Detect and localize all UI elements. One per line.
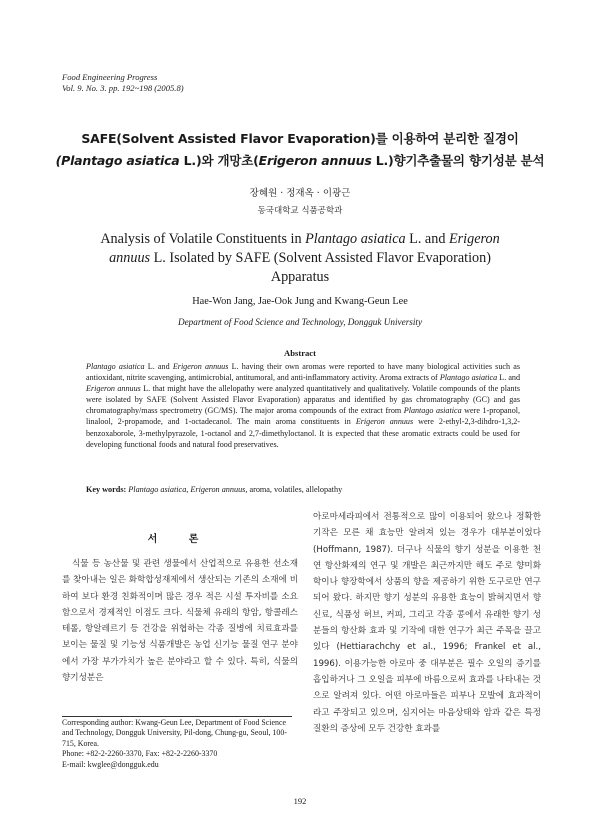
abstract-text: L. and xyxy=(497,373,521,383)
correspondence-email: E-mail: kwglee@dongguk.edu xyxy=(62,759,159,769)
keywords xyxy=(86,485,520,494)
section-heading-introduction: 서 론 xyxy=(147,534,213,545)
keywords-species: Plantago asiatica, Erigeron annuus, xyxy=(128,485,248,494)
title-species-1: (Plantago asiatica xyxy=(55,153,180,168)
en-title-species-2: Erigeron annuus xyxy=(109,231,500,266)
keywords-label: Key words: xyxy=(86,485,127,494)
en-title-species-1: Plantago asiatica xyxy=(305,231,406,247)
abstract-species: Plantago asiatica xyxy=(439,373,498,383)
title-text-2: L.)향기추출물의 향기성분 분석 xyxy=(371,153,545,168)
body-text-right-column: 아로마세라피에서 전통적으로 많이 이용되어 왔으나 정확한 기작은 모른 채 효능만 알려져 있는 경우가 대부분이었다(Hoffmann, 1987). 더구나 식물의 향기 성분을 이용한 천연 항산화제의 연구 및 개발은 최근까지만 해도 주로 향미화학이나 향장학에서 상품의 향을 제공하기 위한 도구로만 연구되어 왔다. 하지만 향기 성분의 유용한 효능이 밝혀지면서 향신료, 식품성 허브, 커피, 그리고 각종 콩에서 유래한 향기 성분들의 항산화 효과 및 기작에 대한 연구가 최근 주목을 끌고 있다 (Hettiarachchy et al., 1996; Frankel et al., 1996). 이용가능한 아로마 중 대부분은 필수 오일의 증기를 흡입하거나 그 오일을 피부에 바름으로써 효과를 나타내는 것으로 알려져 있다. 어떤 아로마들은 피부나 모발에 효과적이라고 주장되고 있으며, 심지어는 마음상태와 암과 같은 특정 질환의 증상에 모두 건강한 효과를 xyxy=(313,512,541,734)
body-text-left-column: 식물 등 농산물 및 관련 생물에서 산업적으로 유용한 선소재를 찾아내는 일은 화학합성재제에서 생산되는 기존의 소재에 비하여 보다 환경 친화적이며 많은 경우 적은 시설 투자비를 소요함으로서 경제적인 이점도 크다. 식물체 유래의 항암, 항콜레스테롤, 항알레르기 등 건강을 위협하는 각종 질병에 치료효과를 보이는 물질 및 기능성 식품개발은 농업 신기능 물질 연구 분야에서 가장 부가가치가 높은 분야라고 할 수 있다. 특히, 식물의 향기성분은 xyxy=(62,559,298,684)
korean-affiliation: 동국대학교 식품공학과 xyxy=(257,206,343,216)
page-number: 192 xyxy=(293,796,307,806)
abstract-species: Plantago asiatica xyxy=(403,406,462,416)
english-title xyxy=(90,230,510,287)
correspondence-footnote xyxy=(62,718,298,770)
english-affiliation: Department of Food Science and Technology, Dongguk University xyxy=(177,317,423,327)
korean-title-line2 xyxy=(40,150,560,172)
abstract-species: Erigeron annuus xyxy=(86,384,141,394)
correspondence-author: Corresponding author: Kwang-Geun Lee, Department of Food Science and Technology, Dongguk University, Pil-dong, Chung-gu, Seoul, 100-715, Korea. xyxy=(62,718,287,748)
english-authors: Hae-Won Jang, Jae-Ook Jung and Kwang-Geun Lee xyxy=(192,296,408,307)
keywords-terms: aroma, volatiles, allelopathy xyxy=(247,485,343,494)
abstract-text: L. having their own aromas were reported to have many biological activities such as antioxidant, nitrite scavenging, antimicrobial, antitumoral, and anti-inflammatory activity. Aroma extracts of xyxy=(86,362,520,383)
korean-authors: 장혜원 · 정재옥 · 이광근 xyxy=(249,188,351,199)
abstract-species: Erigeron annuus xyxy=(172,362,229,371)
title-species-2: Erigeron annuus xyxy=(258,153,372,168)
en-title-text-2: L. and xyxy=(405,231,449,247)
journal-citation xyxy=(62,72,184,94)
abstract-text: were 1-propanol, linalool, 2-propamode, and 1-octadecanol. The main aroma constituents in xyxy=(86,406,521,427)
en-title-text-1: Analysis of Volatile Constituents in xyxy=(100,231,306,247)
abstract-species: Erigeron annuus xyxy=(355,417,414,427)
correspondence-phone: Phone: +82-2-2260-3370, Fax: +82-2-2260-3370 xyxy=(62,749,218,759)
footnote-divider xyxy=(62,716,292,717)
en-title-text-3: L. Isolated by SAFE (Solvent Assisted Flavor Evaporation) Apparatus xyxy=(150,250,491,285)
title-text-1: L.)와 개망초( xyxy=(179,153,259,168)
abstract-species: Plantago asiatica xyxy=(86,362,145,371)
abstract-body xyxy=(86,361,520,450)
abstract-heading: Abstract xyxy=(284,348,316,358)
abstract-text: L. and xyxy=(144,362,173,371)
korean-title xyxy=(40,128,560,172)
abstract-text: L. that might have the allelopathy were analyzed quantitatively and qualitatively. Volatile compounds of the plants were isolated by SAFE (Solvent Assisted Flavor Evaporation) apparatus and identified by gas chromatography (GC) and gas chromatography/mass spectrometry (GC/MS). The major aroma compounds of the extract from xyxy=(86,384,520,416)
korean-title-line1: SAFE(Solvent Assisted Flavor Evaporation)를 이용하여 분리한 질경이 xyxy=(81,131,519,146)
journal-volume: Vol. 9. No. 3. pp. 192~198 (2005.8) xyxy=(62,83,184,93)
abstract-text: were 2-ethyl-2,3-dihdro-1,3,2-benzoxaborole, 3-methylpyrazole, 1-octanol and 2,7-dimethyloctanol. It is expected that these aromatic extracts could be used for developing functional foods and natural food preservatives. xyxy=(86,417,520,449)
journal-name: Food Engineering Progress xyxy=(62,72,158,82)
